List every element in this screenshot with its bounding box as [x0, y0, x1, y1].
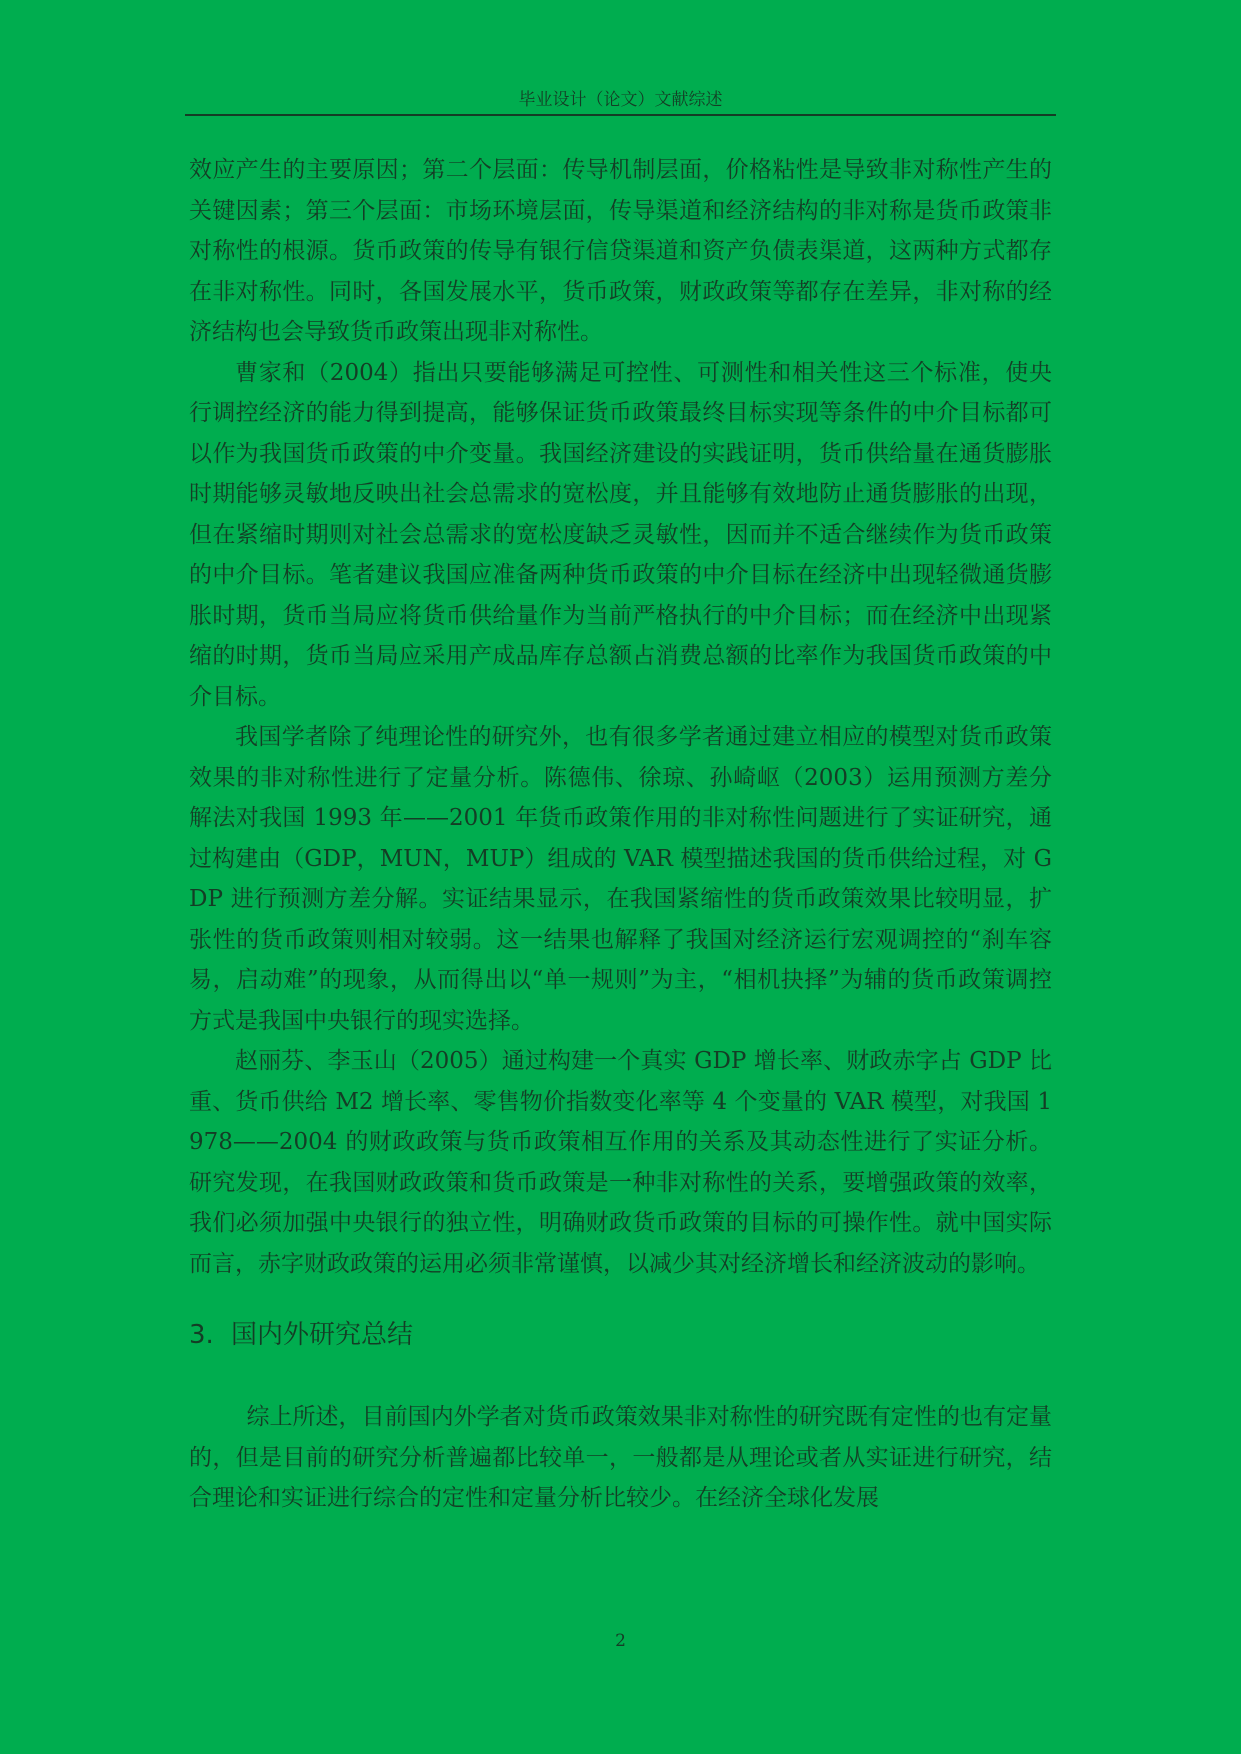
section-spacer: [189, 1355, 1052, 1397]
section-heading: [189, 1315, 1052, 1355]
body-paragraph-continued: 效应产生的主要原因；第二个层面：传导机制层面，价格粘性是导致非对称性产生的关键因素；第三个层面：市场环境层面，传导渠道和经济结构的非对称是货币政策非对称性的根源。货币政策的传导有银行信贷渠道和资产负债表渠道，这两种方式都存在非对称性。同时，各国发展水平，货币政策，财政政策等都存在差异，非对称的经济结构也会导致货币政策出现非对称性。: [189, 157, 1052, 345]
body-paragraph: 曹家和（2004）指出只要能够满足可控性、可测性和相关性这三个标准，使央行调控经济的能力得到提高，能够保证货币政策最终目标实现等条件的中介目标都可以作为我国货币政策的中介变量。我国经济建设的实践证明，货币供给量在通货膨胀时期能够灵敏地反映出社会总需求的宽松度，并且能够有效地防止通货膨胀的出现，但在紧缩时期则对社会总需求的宽松度缺乏灵敏性，因而并不适合继续作为货币政策的中介目标。笔者建议我国应准备两种货币政策的中介目标在经济中出现轻微通货膨胀时期，货币当局应将货币供给量作为当前严格执行的中介目标；而在经济中出现紧缩的时期，货币当局应采用产成品库存总额占消费总额的比率作为我国货币政策的中介目标。: [189, 359, 1052, 710]
body-paragraph: 赵丽芬、李玉山（2005）通过构建一个真实 GDP 增长率、财政赤字占 GDP 比重、货币供给 M2 增长率、零售物价指数变化率等 4 个变量的 VAR 模型，对我国 1978——2004 的财政政策与货币政策相互作用的关系及其动态性进行了实证分析。研究发现，在我国财政政策和货币政策是一种非对称性的关系，要增强政策的效率，我们必须加强中央银行的独立性，明确财政货币政策的目标的可操作性。就中国实际而言，赤字财政政策的运用必须非常谨慎，以减少其对经济增长和经济波动的影响。: [189, 1048, 1052, 1277]
section-number: 3.: [189, 1320, 214, 1350]
section-paragraph: 综上所述，目前国内外学者对货币政策效果非对称性的研究既有定性的也有定量的，但是目前的研究分析普遍都比较单一，一般都是从理论或者从实证进行研究，结合理论和实证进行综合的定性和定量分析比较少。在经济全球化发展: [189, 1404, 1052, 1511]
page-number: 2: [615, 1631, 626, 1651]
page-header: 毕业设计（论文）文献综述: [518, 90, 723, 110]
header-divider: [185, 114, 1056, 116]
document-body: [189, 150, 1052, 1519]
section-title: 国内外研究总结: [231, 1320, 414, 1350]
body-paragraph: 我国学者除了纯理论性的研究外，也有很多学者通过建立相应的模型对货币政策效果的非对称性进行了定量分析。陈德伟、徐琼、孙崎岖（2003）运用预测方差分解法对我国 1993 年——2001 年货币政策作用的非对称性问题进行了实证研究，通过构建由（GDP，MUN，MUP）组成的 VAR 模型描述我国的货币供给过程，对 GDP 进行预测方差分解。实证结果显示，在我国紧缩性的货币政策效果比较明显，扩张性的货币政策则相对较弱。这一结果也解释了我国对经济运行宏观调控的“刹车容易，启动难”的现象，从而得出以“单一规则”为主，“相机抉择”为辅的货币政策调控方式是我国中央银行的现实选择。: [189, 724, 1052, 1034]
